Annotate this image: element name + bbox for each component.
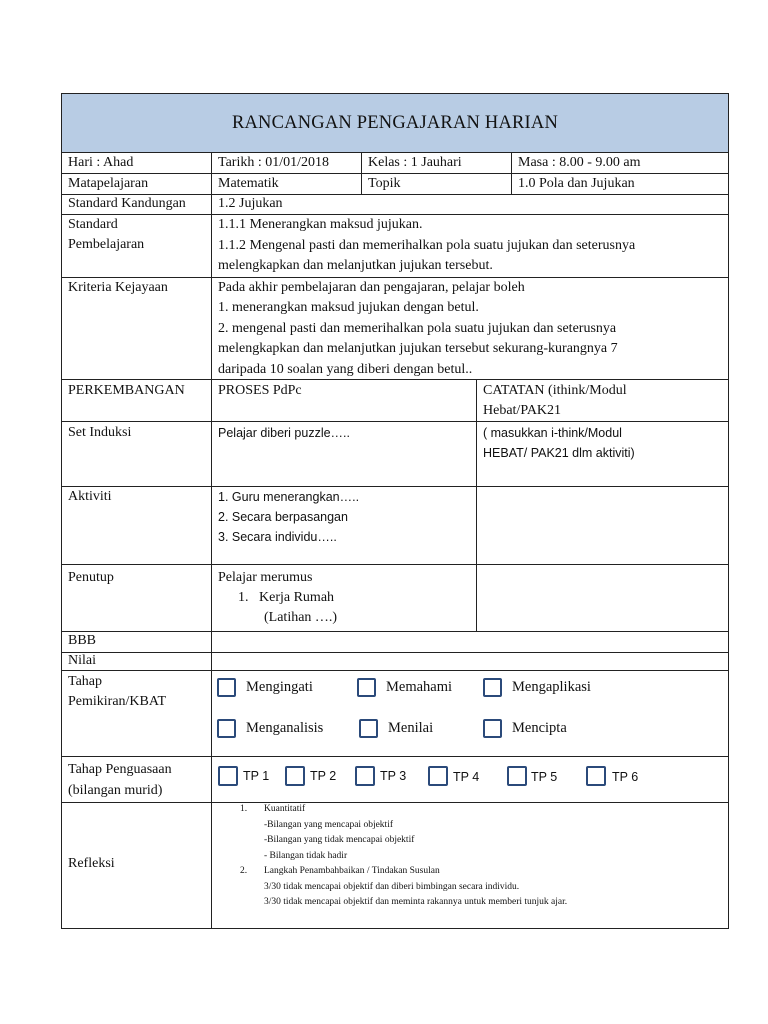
list-number: 1. xyxy=(238,590,249,605)
tp1-checkbox-icon[interactable] xyxy=(218,766,238,786)
hari: Hari : Ahad xyxy=(68,155,134,170)
label-line: Standard xyxy=(68,217,118,232)
checkbox-icon[interactable] xyxy=(359,719,378,738)
text-line: (Latihan ….) xyxy=(264,610,338,625)
standard-pembelajaran-value xyxy=(212,215,728,277)
list-item: 1. Guru menerangkan….. xyxy=(218,490,360,504)
set-induksi-label: Set Induksi xyxy=(68,425,132,440)
text-line: 2. mengenal pasti dan memerihalkan pola suatu jujukan dan seterusnya xyxy=(218,320,617,336)
topik-value: 1.0 Pola dan Jujukan xyxy=(518,176,635,191)
text-line: 3/30 tidak mencapai objektif dan diberi bimbingan secara individu. xyxy=(264,881,520,892)
perkembangan-header: PERKEMBANGAN xyxy=(68,383,185,398)
tp2-checkbox-icon[interactable] xyxy=(285,766,305,786)
penutup-label: Penutup xyxy=(68,570,114,585)
bbb-label: BBB xyxy=(68,633,97,648)
text-line: - Bilangan tidak hadir xyxy=(264,850,348,861)
refleksi-label: Refleksi xyxy=(68,856,115,871)
penutup-value xyxy=(212,568,476,628)
form-title xyxy=(62,94,728,153)
nilai-label: Nilai xyxy=(68,653,96,668)
tp6-checkbox-icon[interactable] xyxy=(586,766,606,786)
catatan-header xyxy=(477,381,728,421)
kbat-label xyxy=(62,672,211,712)
list-item xyxy=(240,864,722,880)
text-line: -Bilangan yang tidak mencapai objektif xyxy=(264,835,415,845)
matapelajaran-value: Matematik xyxy=(218,176,279,191)
form-title-text: RANCANGAN PENGAJARAN HARIAN xyxy=(231,112,559,133)
kbat-option-mencipta[interactable] xyxy=(483,719,567,738)
kbat-option-mengingati[interactable] xyxy=(217,678,313,697)
text-line: 1. menerangkan maksud jujukan dengan betul. xyxy=(218,300,479,316)
aktiviti-list xyxy=(212,487,476,547)
list-item xyxy=(218,588,470,608)
kbat-option-label: Menganalisis xyxy=(246,720,324,736)
checkbox-icon[interactable] xyxy=(357,678,376,697)
tp3-label: TP 3 xyxy=(380,769,407,783)
label-line: Pembelajaran xyxy=(68,237,145,252)
set-induksi-note xyxy=(477,423,728,463)
text-line: Pada akhir pembelajaran dan pengajaran, pelajar boleh xyxy=(218,280,525,295)
list-text: Langkah Penambahbaikan / Tindakan Susulan xyxy=(264,866,440,876)
divider xyxy=(62,564,728,565)
label-line: (bilangan murid) xyxy=(68,783,163,798)
text-line: 3/30 tidak mencapai objektif dan meminta rakannya untuk memberi tunjuk ajar. xyxy=(264,897,568,907)
label-line: Tahap xyxy=(68,674,103,689)
penguasaan-label xyxy=(62,759,211,801)
text-line: ( masukkan i-think/Modul xyxy=(483,426,622,440)
refleksi-content xyxy=(212,802,728,911)
list-item: 2. Secara berpasangan xyxy=(218,510,348,524)
text-line: daripada 10 soalan yang diberi dengan betul.. xyxy=(218,361,473,377)
tp4-checkbox-icon[interactable] xyxy=(428,766,448,786)
standard-kandungan-label: Standard Kandungan xyxy=(68,196,186,211)
aktiviti-label: Aktiviti xyxy=(68,489,112,504)
divider xyxy=(62,756,728,757)
kriteria-label: Kriteria Kejayaan xyxy=(68,280,168,295)
topik-label: Topik xyxy=(368,176,401,191)
tp2-label: TP 2 xyxy=(310,769,337,783)
standard-kandungan-value: 1.2 Jujukan xyxy=(218,196,283,211)
text-line: -Bilangan yang mencapai objektif xyxy=(264,819,393,830)
tarikh: Tarikh : 01/01/2018 xyxy=(218,155,330,170)
standard-pembelajaran-label xyxy=(62,215,211,255)
kriteria-value xyxy=(212,278,728,380)
text-line: Pelajar merumus xyxy=(218,570,313,585)
text-line: HEBAT/ PAK21 dlm aktiviti) xyxy=(483,446,635,460)
label-line: Pemikiran/KBAT xyxy=(68,694,166,709)
tp4-label: TP 4 xyxy=(453,770,480,784)
lesson-plan-form xyxy=(61,93,729,929)
list-text: Kerja Rumah xyxy=(259,590,335,605)
list-number: 2. xyxy=(240,866,248,876)
list-number: 1. xyxy=(240,804,248,814)
tp1-label: TP 1 xyxy=(243,769,270,783)
text-line: Hebat/PAK21 xyxy=(483,403,562,418)
tp5-checkbox-icon[interactable] xyxy=(507,766,527,786)
tp3-checkbox-icon[interactable] xyxy=(355,766,375,786)
kbat-option-label: Mencipta xyxy=(512,720,567,736)
kbat-option-label: Memahami xyxy=(386,679,453,695)
proses-header: PROSES PdPc xyxy=(218,383,302,398)
list-item: 3. Secara individu….. xyxy=(218,530,337,544)
tp6-label: TP 6 xyxy=(612,770,639,784)
kbat-option-label: Mengaplikasi xyxy=(512,679,591,695)
checkbox-icon[interactable] xyxy=(483,719,502,738)
checkbox-icon[interactable] xyxy=(217,678,236,697)
divider xyxy=(62,421,728,422)
kbat-option-label: Menilai xyxy=(388,720,434,736)
kbat-option-menilai[interactable] xyxy=(359,719,433,738)
list-text: Kuantitatif xyxy=(264,804,306,814)
tp5-label: TP 5 xyxy=(531,770,558,784)
text-line: 1.1.1 Menerangkan maksud jujukan. xyxy=(218,217,423,232)
kbat-option-menganalisis[interactable] xyxy=(217,719,323,738)
masa: Masa : 8.00 - 9.00 am xyxy=(518,155,641,170)
checkbox-icon[interactable] xyxy=(217,719,236,738)
list-item xyxy=(240,802,722,818)
text-line: CATATAN (ithink/Modul xyxy=(483,383,627,398)
kelas: Kelas : 1 Jauhari xyxy=(368,155,462,170)
kbat-option-label: Mengingati xyxy=(246,679,313,695)
text-line: 1.1.2 Mengenal pasti dan memerihalkan pola suatu jujukan dan seterusnya xyxy=(218,237,636,253)
checkbox-icon[interactable] xyxy=(483,678,502,697)
kbat-option-mengaplikasi[interactable] xyxy=(483,678,591,697)
text-line: melengkapkan dan melanjutkan jujukan tersebut sekurang-kurangnya 7 xyxy=(218,341,618,357)
matapelajaran-label: Matapelajaran xyxy=(68,176,149,191)
text-line: melengkapkan dan melanjutkan jujukan tersebut. xyxy=(218,258,493,273)
label-line: Tahap Penguasaan xyxy=(68,762,172,777)
kbat-option-memahami[interactable] xyxy=(357,678,452,697)
set-induksi-value: Pelajar diberi puzzle….. xyxy=(218,426,351,440)
